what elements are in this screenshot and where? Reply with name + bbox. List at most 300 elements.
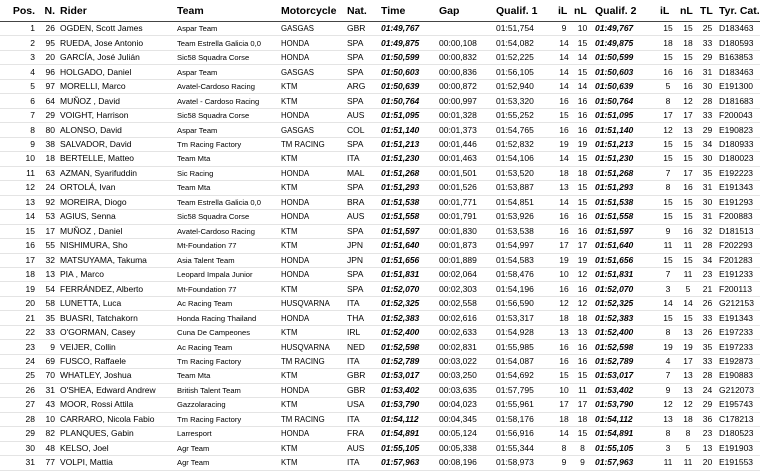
cell-nationality: THA: [347, 312, 364, 323]
cell-rider: HOLGADO, Daniel: [60, 66, 132, 77]
cell-number: 69: [45, 356, 55, 367]
cell-nl2: 17: [683, 110, 693, 121]
cell-gap: 00:02,303: [439, 283, 477, 294]
cell-time: 01:53,790: [381, 399, 420, 410]
cell-nl2: 11: [683, 269, 693, 280]
cell-rider: GARCÍA, José Julián: [60, 52, 140, 63]
cell-tl: 31: [702, 211, 713, 222]
cell-team: Ac Racing Team: [177, 342, 233, 352]
cell-gap: 00:00,832: [439, 52, 477, 63]
cell-tl: 29: [702, 399, 713, 410]
table-row: [0, 456, 760, 470]
cell-pos: 18: [25, 269, 35, 280]
cell-tl: 24: [702, 384, 713, 395]
cell-gap: 00:00,872: [439, 81, 477, 92]
cell-nl1: 12: [577, 298, 588, 309]
cell-nl1: 17: [577, 240, 588, 251]
cell-nationality: FRA: [347, 428, 364, 439]
cell-nl1: 16: [577, 341, 588, 352]
cell-nl2: 13: [683, 384, 693, 395]
cell-il1: 12: [559, 298, 569, 309]
cell-gap: [437, 22, 494, 36]
cell-qualif1: 01:51,754: [496, 23, 534, 34]
cell-team: Agr Team: [177, 443, 210, 453]
cell-qualif1: 01:54,997: [496, 240, 534, 251]
cell-motorcycle: KTM: [281, 458, 298, 468]
cell-pos: 15: [25, 225, 35, 236]
cell-team: Aspar Team: [177, 67, 218, 77]
cell-team: Sic58 Squadra Corse: [177, 53, 250, 63]
cell-qualif1: 01:54,692: [496, 370, 534, 381]
col-header-rider: Rider: [58, 0, 175, 22]
table-row: [0, 210, 760, 224]
table-row: [0, 340, 760, 354]
cell-nationality: GBR: [347, 370, 366, 381]
cell-qualif1: 01:54,196: [496, 283, 534, 294]
cell-pos: 7: [30, 110, 35, 121]
cell-qualif1: 01:52,832: [496, 138, 534, 149]
cell-qualif1: 01:52,940: [496, 81, 534, 92]
cell-qualif2: 01:52,070: [595, 283, 634, 294]
cell-nationality: SPA: [347, 95, 364, 106]
cell-qualif2: 01:51,640: [595, 240, 634, 251]
cell-qualif2: 01:55,105: [595, 442, 634, 453]
cell-il2: 12: [663, 399, 673, 410]
cell-qualif2: 01:54,891: [595, 428, 634, 439]
cell-il1: 14: [559, 81, 569, 92]
cell-team: Sic58 Squadra Corse: [177, 111, 250, 121]
cell-rider: MUÑOZ , Daniel: [60, 225, 123, 236]
cell-nl2: 15: [683, 153, 693, 164]
cell-gap: 00:01,328: [439, 110, 477, 121]
cell-tyre-cat: E192223: [719, 167, 754, 178]
cell-rider: KELSO, Joel: [60, 442, 109, 453]
cell-pos: 30: [25, 442, 35, 453]
cell-tyre-cat: G212073: [719, 384, 754, 395]
cell-il1: 16: [559, 211, 569, 222]
cell-nl1: 16: [577, 225, 588, 236]
cell-qualif2: 01:53,402: [595, 384, 634, 395]
cell-il1: 18: [559, 312, 569, 323]
table-row: [0, 152, 760, 166]
col-header-gap: Gap: [437, 0, 494, 22]
cell-qualif2: 01:51,213: [595, 138, 634, 149]
cell-team: Team Mta: [177, 154, 211, 164]
cell-team: Mt-Foundation 77: [177, 284, 237, 294]
cell-team: Team Estrella Galicia 0,0: [177, 197, 261, 207]
cell-pos: 1: [30, 23, 35, 34]
cell-team: Cuna De Campeones: [177, 328, 251, 338]
cell-il1: 13: [559, 182, 569, 193]
cell-il2: 11: [663, 457, 673, 468]
cell-motorcycle: KTM: [281, 226, 298, 236]
cell-il1: 14: [559, 428, 569, 439]
cell-gap: 00:08,196: [439, 457, 477, 468]
cell-qualif2: 01:51,558: [595, 211, 634, 222]
cell-nl2: 13: [683, 124, 693, 135]
table-row: [0, 398, 760, 412]
cell-rider: NISHIMURA, Sho: [60, 240, 128, 251]
cell-number: 80: [45, 124, 55, 135]
cell-pos: 20: [25, 298, 35, 309]
cell-qualif2: 01:51,230: [595, 153, 634, 164]
cell-nl2: 19: [683, 341, 693, 352]
col-header-nl2: nL: [678, 0, 698, 22]
cell-team: Larresport: [177, 429, 212, 439]
cell-tyre-cat: F200043: [719, 110, 753, 121]
cell-team: Tm Racing Factory: [177, 414, 242, 424]
cell-motorcycle: HUSQVARNA: [281, 299, 330, 309]
cell-number: 33: [45, 327, 55, 338]
cell-rider: BUASRI, Tatchakorn: [60, 312, 138, 323]
cell-time: 01:52,325: [381, 298, 420, 309]
cell-nl2: 8: [685, 428, 691, 439]
cell-tyre-cat: E191233: [719, 269, 754, 280]
cell-nl1: 17: [577, 399, 588, 410]
cell-nl1: 16: [577, 124, 588, 135]
cell-tyre-cat: E191343: [719, 312, 754, 323]
cell-number: 13: [45, 269, 55, 280]
cell-nl1: 18: [577, 312, 588, 323]
table-row: [0, 239, 760, 253]
table-row: [0, 441, 760, 455]
cell-gap: 00:01,830: [439, 225, 477, 236]
cell-tyre-cat: E195743: [719, 399, 754, 410]
cell-nationality: SPA: [347, 37, 364, 48]
cell-nl1: 19: [577, 254, 588, 265]
cell-il2: 8: [665, 428, 671, 439]
cell-qualif1: 01:53,317: [496, 312, 534, 323]
col-header-motorcycle: Motorcycle: [279, 0, 345, 22]
table-row: [0, 94, 760, 108]
cell-tl: 23: [702, 269, 713, 280]
cell-il2: 19: [663, 341, 673, 352]
cell-tyre-cat: D180933: [719, 138, 754, 149]
cell-team: Tm Racing Factory: [177, 139, 242, 149]
cell-pos: 17: [25, 254, 35, 265]
cell-qualif1: 01:53,520: [496, 167, 534, 178]
cell-qualif2: 01:51,831: [595, 269, 634, 280]
cell-qualif2: 01:50,764: [595, 95, 634, 106]
cell-team: Agr Team: [177, 458, 210, 468]
cell-nationality: AUS: [347, 110, 365, 121]
header-row: [0, 0, 760, 22]
cell-motorcycle: HONDA: [281, 313, 310, 323]
cell-motorcycle: HONDA: [281, 38, 310, 48]
cell-qualif2: 01:51,268: [595, 167, 634, 178]
cell-gap: 00:01,463: [439, 153, 477, 164]
cell-rider: MUÑOZ , David: [60, 95, 120, 106]
cell-nl2: 11: [683, 457, 693, 468]
cell-qualif1: 01:55,344: [496, 442, 534, 453]
cell-il1: 16: [559, 124, 569, 135]
cell-nationality: JPN: [347, 240, 364, 251]
cell-il2: 17: [663, 110, 673, 121]
cell-rider: MATSUYAMA, Takuma: [60, 254, 147, 265]
table-row: [0, 50, 760, 64]
cell-gap: 00:04,345: [439, 413, 477, 424]
cell-qualif1: 01:54,765: [496, 124, 534, 135]
cell-tl: 26: [702, 298, 713, 309]
table-row: [0, 195, 760, 209]
cell-il2: 8: [665, 327, 671, 338]
cell-il2: 5: [665, 81, 671, 92]
cell-motorcycle: GASGAS: [281, 67, 314, 77]
cell-pos: 26: [25, 384, 35, 395]
cell-time: 01:49,875: [381, 37, 420, 48]
cell-motorcycle: HUSQVARNA: [281, 342, 330, 352]
cell-nl2: 16: [683, 66, 693, 77]
cell-pos: 31: [25, 457, 35, 468]
cell-time: 01:51,640: [381, 240, 420, 251]
table-body: [0, 22, 760, 471]
cell-tl: 30: [702, 196, 713, 207]
cell-il2: 15: [663, 254, 673, 265]
cell-il1: 16: [559, 341, 569, 352]
cell-il1: 19: [559, 254, 569, 265]
cell-nl2: 12: [683, 399, 693, 410]
cell-tl: 31: [702, 66, 713, 77]
cell-nl2: 18: [683, 37, 693, 48]
cell-il1: 13: [559, 327, 569, 338]
col-header-tl: TL: [698, 0, 717, 22]
cell-nationality: ITA: [347, 153, 360, 164]
table-row: [0, 79, 760, 93]
cell-qualif1: 01:54,851: [496, 196, 534, 207]
cell-tyre-cat: E190883: [719, 370, 754, 381]
cell-nl2: 15: [683, 312, 693, 323]
cell-nl1: 11: [578, 384, 587, 395]
table-row: [0, 65, 760, 79]
cell-il2: 12: [663, 124, 673, 135]
cell-rider: PIA , Marco: [60, 269, 104, 280]
cell-nationality: GBR: [347, 23, 366, 34]
cell-motorcycle: HONDA: [281, 53, 310, 63]
cell-nl1: 15: [577, 196, 588, 207]
cell-number: 18: [45, 153, 55, 164]
cell-time: 01:51,095: [381, 110, 420, 121]
cell-time: 01:51,656: [381, 254, 420, 265]
cell-pos: 19: [25, 283, 35, 294]
cell-motorcycle: KTM: [281, 96, 298, 106]
cell-pos: 12: [25, 182, 35, 193]
cell-tl: 34: [702, 254, 713, 265]
cell-il1: 16: [559, 356, 569, 367]
cell-il2: 9: [665, 384, 671, 395]
cell-tl: 28: [702, 370, 713, 381]
cell-qualif2: 01:50,639: [595, 81, 634, 92]
cell-number: 17: [45, 225, 55, 236]
cell-nationality: SPA: [347, 182, 364, 193]
cell-rider: VOLPI, Mattia: [60, 457, 113, 468]
cell-nationality: ITA: [347, 457, 360, 468]
cell-il1: 9: [561, 457, 567, 468]
cell-rider: LUNETTA, Luca: [60, 298, 122, 309]
cell-qualif2: 01:54,112: [595, 413, 633, 424]
cell-tl: 21: [702, 283, 713, 294]
cell-nl1: 16: [577, 211, 588, 222]
cell-pos: 21: [25, 312, 35, 323]
cell-pos: 9: [30, 138, 35, 149]
cell-qualif1: 01:58,476: [496, 269, 534, 280]
cell-pos: 8: [30, 124, 35, 135]
cell-team: Tm Racing Factory: [177, 357, 242, 367]
cell-time: 01:51,140: [381, 124, 420, 135]
col-header-il1: iL: [556, 0, 572, 22]
cell-tl: 26: [702, 327, 713, 338]
cell-il1: 16: [559, 225, 569, 236]
cell-time: 01:51,268: [381, 167, 420, 178]
cell-tl: 31: [702, 182, 713, 193]
cell-pos: 14: [25, 211, 35, 222]
cell-nl1: 10: [577, 23, 588, 34]
cell-il2: 11: [663, 240, 673, 251]
cell-tl: 35: [702, 341, 713, 352]
cell-qualif2: 01:51,538: [595, 196, 634, 207]
cell-qualif2: 01:52,400: [595, 327, 634, 338]
table-row: [0, 123, 760, 137]
cell-il2: 16: [663, 66, 673, 77]
cell-nationality: GBR: [347, 384, 366, 395]
cell-tyre-cat: D183463: [719, 66, 754, 77]
cell-time: 01:52,400: [381, 327, 420, 338]
cell-rider: MOOR, Rossi Attila: [60, 399, 134, 410]
cell-qualif1: 01:53,320: [496, 95, 534, 106]
cell-tyre-cat: D183463: [719, 23, 754, 34]
cell-nationality: SPA: [347, 138, 364, 149]
cell-gap: 00:01,791: [439, 211, 477, 222]
cell-qualif1: 01:58,176: [496, 413, 534, 424]
cell-il1: 14: [559, 66, 569, 77]
cell-gap: 00:02,558: [439, 298, 477, 309]
cell-gap: 00:02,831: [439, 341, 477, 352]
cell-team: Asia Talent Team: [177, 255, 235, 265]
cell-nl2: 15: [683, 23, 693, 34]
table-row: [0, 137, 760, 151]
cell-tl: 20: [702, 457, 713, 468]
col-header-qualif1: Qualif. 1: [494, 0, 556, 22]
cell-gap: 00:03,022: [439, 356, 477, 367]
cell-number: 95: [45, 37, 55, 48]
cell-pos: 11: [26, 167, 35, 178]
cell-il2: 3: [665, 442, 671, 453]
cell-nationality: AUS: [347, 211, 365, 222]
cell-gap: 00:02,616: [439, 312, 477, 323]
cell-number: 9: [50, 341, 55, 352]
cell-number: 63: [45, 167, 55, 178]
cell-nl1: 15: [577, 153, 588, 164]
cell-qualif1: 01:53,926: [496, 211, 534, 222]
table-row: [0, 166, 760, 180]
cell-nl1: 14: [577, 52, 588, 63]
cell-nl2: 15: [683, 52, 693, 63]
cell-nationality: BRA: [347, 196, 365, 207]
cell-nl2: 5: [685, 442, 691, 453]
cell-team: Sic58 Squadra Corse: [177, 212, 250, 222]
cell-gap: 00:01,501: [439, 167, 477, 178]
cell-qualif2: 01:51,656: [595, 254, 634, 265]
cell-team: Honda Racing Thailand: [177, 313, 257, 323]
cell-qualif2: 01:50,599: [595, 52, 634, 63]
col-header-pos: Pos.: [0, 0, 38, 22]
cell-tl: 30: [702, 81, 713, 92]
cell-number: 20: [45, 52, 55, 63]
cell-tyre-cat: B163853: [719, 52, 754, 63]
cell-number: 82: [45, 428, 55, 439]
cell-pos: 4: [30, 66, 35, 77]
cell-il1: 9: [561, 23, 567, 34]
cell-rider: WHATLEY, Joshua: [60, 370, 132, 381]
table-row: [0, 369, 760, 383]
cell-motorcycle: KTM: [281, 443, 298, 453]
cell-motorcycle: KTM: [281, 183, 298, 193]
cell-time: 01:51,558: [381, 211, 420, 222]
cell-number: 92: [45, 196, 55, 207]
cell-pos: 2: [30, 37, 35, 48]
cell-gap: 00:02,633: [439, 327, 477, 338]
cell-tyre-cat: E191903: [719, 442, 754, 453]
cell-il2: 7: [665, 269, 671, 280]
cell-qualif1: 01:57,795: [496, 384, 534, 395]
cell-motorcycle: KTM: [281, 154, 298, 164]
cell-tl: 13: [702, 442, 713, 453]
cell-tyre-cat: E197233: [719, 327, 754, 338]
table-row: [0, 253, 760, 267]
cell-time: 01:49,767: [381, 23, 420, 34]
cell-tyre-cat: D180523: [719, 428, 754, 439]
cell-nationality: IRL: [347, 327, 361, 338]
cell-il2: 7: [665, 167, 671, 178]
cell-il2: 3: [665, 283, 671, 294]
cell-number: 54: [45, 283, 55, 294]
cell-nationality: SPA: [347, 66, 364, 77]
cell-nationality: JPN: [347, 254, 364, 265]
cell-qualif2: 01:51,140: [595, 124, 634, 135]
cell-nl2: 12: [683, 95, 693, 106]
cell-gap: 00:00,836: [439, 66, 477, 77]
cell-il2: 15: [663, 153, 673, 164]
cell-il2: 4: [665, 356, 671, 367]
cell-nl2: 15: [683, 138, 693, 149]
table-row: [0, 282, 760, 296]
cell-il1: 16: [559, 95, 569, 106]
cell-rider: ALONSO, David: [60, 124, 122, 135]
cell-time: 01:50,599: [381, 52, 420, 63]
cell-nationality: SPA: [347, 269, 364, 280]
cell-pos: 6: [30, 95, 35, 106]
cell-qualif2: 01:51,095: [595, 110, 634, 121]
cell-tyre-cat: E192873: [719, 356, 754, 367]
cell-il1: 10: [559, 269, 569, 280]
cell-il1: 17: [559, 240, 569, 251]
cell-motorcycle: HONDA: [281, 255, 310, 265]
cell-time: 01:52,070: [381, 283, 420, 294]
cell-gap: 00:00,108: [439, 37, 477, 48]
cell-team: Aspar Team: [177, 125, 218, 135]
cell-nl2: 13: [683, 327, 693, 338]
cell-tl: 34: [702, 138, 713, 149]
cell-motorcycle: GASGAS: [281, 125, 314, 135]
cell-tl: 33: [702, 356, 713, 367]
cell-pos: 5: [30, 81, 35, 92]
cell-rider: OGDEN, Scott James: [60, 23, 143, 34]
cell-il1: 8: [561, 442, 567, 453]
cell-il1: 19: [559, 138, 569, 149]
cell-il1: 16: [559, 283, 569, 294]
cell-time: 01:50,764: [381, 95, 420, 106]
cell-nl2: 18: [683, 413, 693, 424]
cell-nl1: 18: [577, 167, 588, 178]
